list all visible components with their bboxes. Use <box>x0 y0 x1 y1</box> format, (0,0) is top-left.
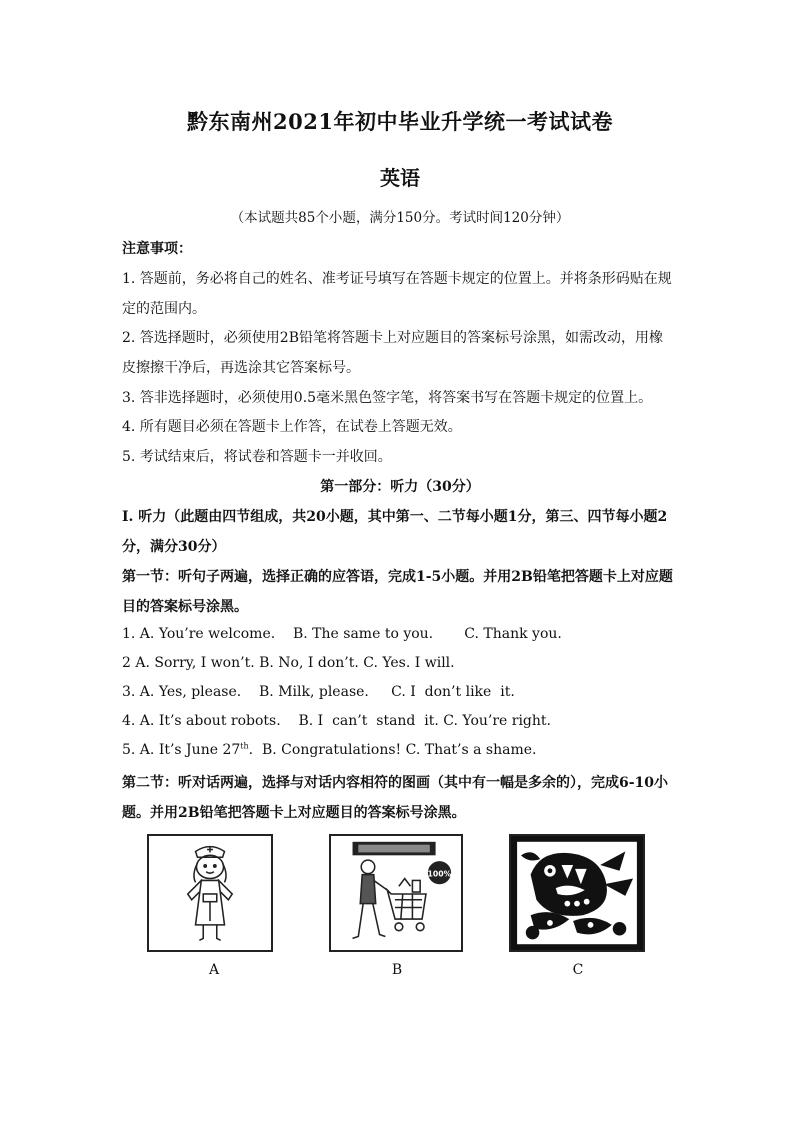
question-5 <box>122 742 692 758</box>
question-5-prefix: 5. A. It’s June 27 <box>122 742 241 758</box>
part1-heading: 第一部分：听力（30分） <box>320 479 480 495</box>
section-i-line-1: I. 听力（此题由四节组成，共20小题，其中第一、二节每小题1分，第三、四节每小题2 <box>122 509 668 525</box>
question-2: 2 A. Sorry, I won’t. B. No, I don’t. C. Yes. I will. <box>122 655 455 671</box>
notice-item-3: 3. 答非选择题时，必须使用0.5毫米黑色签字笔，将答案书写在答题卡规定的位置上。 <box>122 390 653 406</box>
exam-info: （本试题共85个小题，满分150分。考试时间120分钟） <box>230 210 570 226</box>
exam-title: 黔东南州2021年初中毕业升学统一考试试卷 <box>187 109 613 134</box>
notice-heading: 注意事项： <box>122 241 192 257</box>
notice-item-1a: 1. 答题前，务必将自己的姓名、准考证号填写在答题卡规定的位置上。并将条形码贴在规 <box>122 271 672 287</box>
picture-b <box>329 834 463 952</box>
section-i-line-2: 分，满分30分） <box>122 539 226 555</box>
notice-item-2a: 2. 答选择题时，必须使用2B铅笔将答题卡上对应题目的答案标号涂黑，如需改动，用橡 <box>122 330 664 346</box>
question-4: 4. A. It’s about robots. B. I can’t stand it. C. You’re right. <box>122 713 551 729</box>
question-5-rest: . B. Congratulations! C. That’s a shame. <box>248 742 537 758</box>
picture-c-label: C <box>572 962 584 978</box>
notice-item-2b: 皮擦擦干净后，再选涂其它答案标号。 <box>122 360 360 376</box>
question-5-sup: th <box>240 741 249 751</box>
paper-cut-bird-illustration-icon <box>511 836 643 950</box>
picture-a-label: A <box>208 962 220 978</box>
nurse-illustration-icon <box>149 836 271 950</box>
section-1-instruction-1: 第一节：听句子两遍，选择正确的应答语，完成1-5小题。并用2B铅笔把答题卡上对应题 <box>122 569 673 585</box>
picture-b-label: B <box>391 962 403 978</box>
picture-a <box>147 834 273 952</box>
section-1-instruction-2: 目的答案标号涂黑。 <box>122 599 248 615</box>
notice-item-4: 4. 所有题目必须在答题卡上作答，在试卷上答题无效。 <box>122 419 462 435</box>
section-2-instruction-1: 第二节：听对话两遍，选择与对话内容相符的图画（其中有一幅是多余的），完成6-10小 <box>122 775 669 791</box>
question-3: 3. A. Yes, please. B. Milk, please. C. I don’t like it. <box>122 684 515 700</box>
subject-title: 英语 <box>380 166 420 190</box>
notice-item-5: 5. 考试结束后，将试卷和答题卡一并收回。 <box>122 449 392 465</box>
question-1: 1. A. You’re welcome. B. The same to you. C. Thank you. <box>122 626 562 642</box>
section-2-instruction-2: 题。并用2B铅笔把答题卡上对应题目的答案标号涂黑。 <box>122 805 466 821</box>
picture-c <box>509 834 645 952</box>
notice-item-1b: 定的范围内。 <box>122 301 206 317</box>
shopping-illustration-icon <box>331 836 461 950</box>
sticker-text: 100% <box>427 869 452 879</box>
